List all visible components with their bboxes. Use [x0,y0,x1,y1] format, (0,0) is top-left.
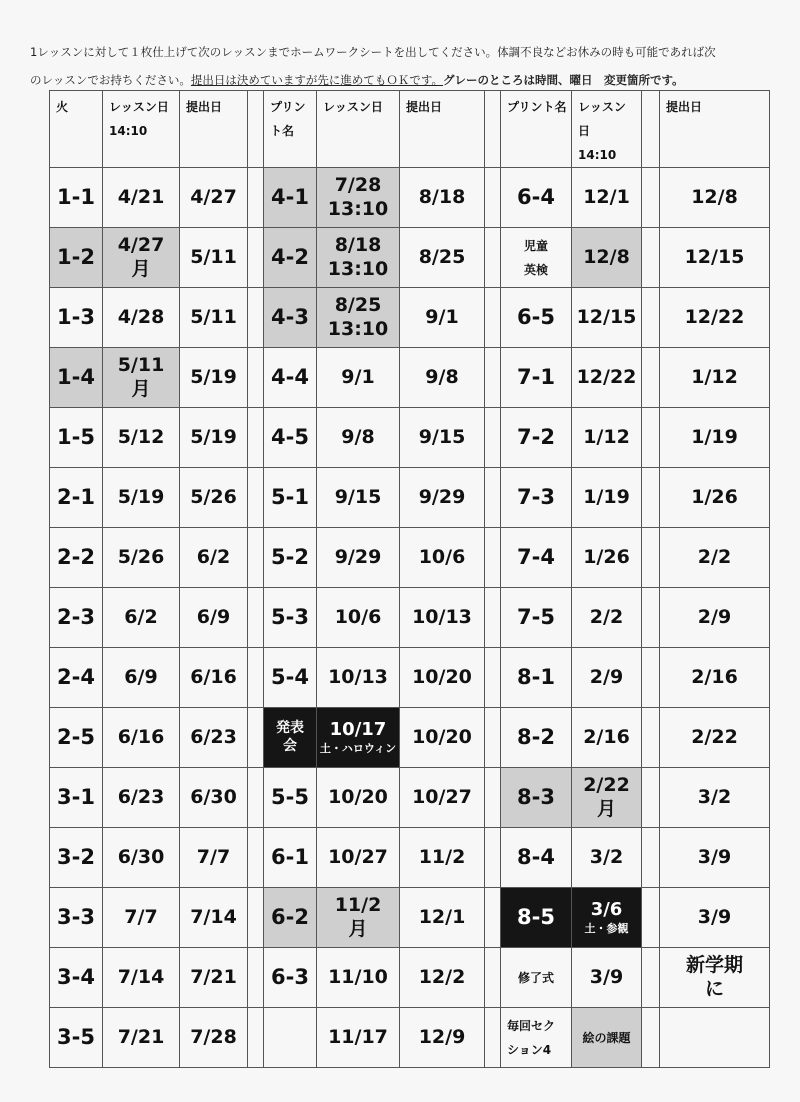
lesson-date: 6/16 [103,708,180,768]
print-code: 1-4 [50,348,103,408]
print-code: 7-5 [501,588,572,648]
lesson-date: 9/1 [317,348,400,408]
submit-date: 10/20 [400,708,485,768]
submit-date: 新学期 に [660,948,770,1008]
spacer [248,1008,264,1068]
spacer [248,588,264,648]
header-lesson-date-2: レッスン日 [317,91,400,168]
submit-date: 9/15 [400,408,485,468]
spacer [485,948,501,1008]
spacer [248,288,264,348]
lesson-date: 12/22 [572,348,642,408]
spacer [642,228,660,288]
header-lesson-date-3: レッスン日 14:10 [572,91,642,168]
spacer [642,288,660,348]
lesson-date: 11/2 月 [317,888,400,948]
submit-date: 2/16 [660,648,770,708]
table-row [50,288,770,348]
print-code: 1-3 [50,288,103,348]
print-code: 3-3 [50,888,103,948]
spacer [642,168,660,228]
submit-date: 12/22 [660,288,770,348]
submit-date: 6/23 [180,708,248,768]
spacer [248,828,264,888]
table-row [50,708,770,768]
lesson-date: 1/26 [572,528,642,588]
submit-date: 5/19 [180,348,248,408]
lesson-date: 10/6 [317,588,400,648]
print-code: 8-2 [501,708,572,768]
lesson-date: 3/6 土・参観 [572,888,642,948]
spacer [642,648,660,708]
lesson-date: 12/8 [572,228,642,288]
print-code: 2-4 [50,648,103,708]
art-assignment: 絵の課題 [572,1008,642,1068]
spacer [485,528,501,588]
print-code: 3-4 [50,948,103,1008]
spacer [642,828,660,888]
spacer [642,588,660,648]
lesson-date: 9/29 [317,528,400,588]
submit-date: 5/11 [180,288,248,348]
print-code: 1-5 [50,408,103,468]
table-row [50,948,770,1008]
table-row [50,408,770,468]
spacer [248,528,264,588]
lesson-date: 10/13 [317,648,400,708]
print-code: 5-3 [264,588,317,648]
lesson-date: 4/21 [103,168,180,228]
submit-date: 9/8 [400,348,485,408]
spacer [248,228,264,288]
spacer [485,408,501,468]
lesson-date: 10/20 [317,768,400,828]
print-code: 4-2 [264,228,317,288]
header-submit-date: 提出日 [180,91,248,168]
lesson-date: 6/23 [103,768,180,828]
header-lesson-date: レッスン日 14:10 [103,91,180,168]
spacer [248,168,264,228]
submit-date: 2/2 [660,528,770,588]
lesson-date: 11/10 [317,948,400,1008]
spacer [248,348,264,408]
print-code: 6-3 [264,948,317,1008]
table-row [50,228,770,288]
spacer [642,768,660,828]
spacer [642,708,660,768]
spacer [248,888,264,948]
submit-date: 5/11 [180,228,248,288]
instructions-line2a: のレッスンでお持ちください。 [30,73,191,87]
submit-date: 11/2 [400,828,485,888]
lesson-date: 9/15 [317,468,400,528]
submit-date: 3/2 [660,768,770,828]
submit-date: 12/8 [660,168,770,228]
print-code: 4-3 [264,288,317,348]
submit-date: 8/18 [400,168,485,228]
submit-date: 5/19 [180,408,248,468]
submit-date: 6/9 [180,588,248,648]
table-row [50,888,770,948]
submit-date: 1/19 [660,408,770,468]
submit-date: 6/2 [180,528,248,588]
lesson-date: 2/22 月 [572,768,642,828]
spacer [485,768,501,828]
submit-date: 7/28 [180,1008,248,1068]
lesson-date: 4/28 [103,288,180,348]
lesson-date: 2/9 [572,648,642,708]
print-code: 7-4 [501,528,572,588]
print-code: 6-5 [501,288,572,348]
submit-date: 12/1 [400,888,485,948]
spacer [485,288,501,348]
lesson-date: 10/17 土・ハロウィン [317,708,400,768]
submit-date: 10/6 [400,528,485,588]
spacer [248,768,264,828]
lesson-date: 3/2 [572,828,642,888]
lesson-date: 6/2 [103,588,180,648]
spacer [485,228,501,288]
header-print-name-2: プリント名 [501,91,572,168]
table-row [50,588,770,648]
print-code: 1-1 [50,168,103,228]
print-code: 3-2 [50,828,103,888]
lesson-date: 5/12 [103,408,180,468]
submit-date: 1/12 [660,348,770,408]
print-code [264,1008,317,1068]
print-code: 8-4 [501,828,572,888]
submit-date: 5/26 [180,468,248,528]
print-code: 5-1 [264,468,317,528]
submit-date: 6/30 [180,768,248,828]
submit-date [660,1008,770,1068]
print-code: 7-1 [501,348,572,408]
lesson-date: 12/15 [572,288,642,348]
print-code: 3-5 [50,1008,103,1068]
print-code: 8-1 [501,648,572,708]
lesson-date: 5/19 [103,468,180,528]
spacer [248,708,264,768]
table-row [50,828,770,888]
submit-date: 8/25 [400,228,485,288]
print-code: 5-4 [264,648,317,708]
instructions-line1: 1レッスンに対して１枚仕上げて次のレッスンまでホームワークシートを出してください。体調不良などお休みの時も可能であれば次 [30,45,716,59]
spacer [485,588,501,648]
print-code: 6-1 [264,828,317,888]
table-row [50,468,770,528]
print-code: 5-2 [264,528,317,588]
spacer [642,91,660,168]
submit-date: 3/9 [660,888,770,948]
print-name: 修了式 [501,948,572,1008]
lesson-date: 7/28 13:10 [317,168,400,228]
print-code: 8-5 [501,888,572,948]
spacer [248,91,264,168]
lesson-date: 10/27 [317,828,400,888]
print-code: 1-2 [50,228,103,288]
print-code: 7-3 [501,468,572,528]
submit-date: 2/9 [660,588,770,648]
lesson-schedule-table [49,90,770,1068]
print-code: 4-4 [264,348,317,408]
submit-date: 10/27 [400,768,485,828]
spacer [642,468,660,528]
spacer [248,648,264,708]
instructions-line2b: 提出日は決めていますが先に進めてもＯＫです。 [190,73,443,87]
submit-date: 12/9 [400,1008,485,1068]
spacer [485,1008,501,1068]
spacer [485,468,501,528]
submit-date: 12/2 [400,948,485,1008]
spacer [485,348,501,408]
spacer [248,948,264,1008]
spacer [642,948,660,1008]
lesson-date: 2/16 [572,708,642,768]
lesson-date: 1/19 [572,468,642,528]
spacer [485,888,501,948]
lesson-date: 8/18 13:10 [317,228,400,288]
print-code: 2-3 [50,588,103,648]
spacer [642,408,660,468]
spacer [642,348,660,408]
submit-date: 7/14 [180,888,248,948]
header-submit-date-2: 提出日 [400,91,485,168]
print-code: 4-5 [264,408,317,468]
header-tuesday: 火 [50,91,103,168]
print-code: 2-1 [50,468,103,528]
table-row [50,1008,770,1068]
lesson-date: 3/9 [572,948,642,1008]
submit-date: 9/29 [400,468,485,528]
header-print-name: プリント名 [264,91,317,168]
lesson-date: 7/21 [103,1008,180,1068]
lesson-date: 5/11 月 [103,348,180,408]
submit-date: 7/7 [180,828,248,888]
spacer [248,408,264,468]
lesson-date: 1/12 [572,408,642,468]
lesson-date: 9/8 [317,408,400,468]
spacer [642,528,660,588]
table-row [50,168,770,228]
table-row [50,768,770,828]
spacer [642,888,660,948]
print-code: 4-1 [264,168,317,228]
print-name: 毎回セク ション4 [501,1008,572,1068]
spacer [485,91,501,168]
header-submit-date-3: 提出日 [660,91,770,168]
lesson-date: 5/26 [103,528,180,588]
lesson-date: 4/27 月 [103,228,180,288]
print-code: 7-2 [501,408,572,468]
recital-cell: 発表 会 [264,708,317,768]
table-row [50,348,770,408]
lesson-date: 7/14 [103,948,180,1008]
submit-date: 1/26 [660,468,770,528]
submit-date: 2/22 [660,708,770,768]
submit-date: 3/9 [660,828,770,888]
instructions-line2c: グレーのところは時間、曜日 変更箇所です。 [442,73,684,87]
submit-date: 10/20 [400,648,485,708]
submit-date: 4/27 [180,168,248,228]
print-name: 児童 英検 [501,228,572,288]
spacer [485,828,501,888]
header-row [50,91,770,168]
spacer [485,168,501,228]
lesson-date: 6/9 [103,648,180,708]
submit-date: 12/15 [660,228,770,288]
lesson-date: 12/1 [572,168,642,228]
print-code: 6-4 [501,168,572,228]
lesson-date: 6/30 [103,828,180,888]
spacer [485,708,501,768]
print-code: 8-3 [501,768,572,828]
spacer [248,468,264,528]
instructions [30,38,790,94]
print-code: 6-2 [264,888,317,948]
spacer [642,1008,660,1068]
print-code: 2-2 [50,528,103,588]
lesson-date: 11/17 [317,1008,400,1068]
spacer [485,648,501,708]
lesson-date: 8/25 13:10 [317,288,400,348]
lesson-date: 2/2 [572,588,642,648]
print-code: 3-1 [50,768,103,828]
table-row [50,528,770,588]
table-row [50,648,770,708]
submit-date: 10/13 [400,588,485,648]
print-code: 5-5 [264,768,317,828]
submit-date: 9/1 [400,288,485,348]
lesson-date: 7/7 [103,888,180,948]
print-code: 2-5 [50,708,103,768]
submit-date: 7/21 [180,948,248,1008]
submit-date: 6/16 [180,648,248,708]
